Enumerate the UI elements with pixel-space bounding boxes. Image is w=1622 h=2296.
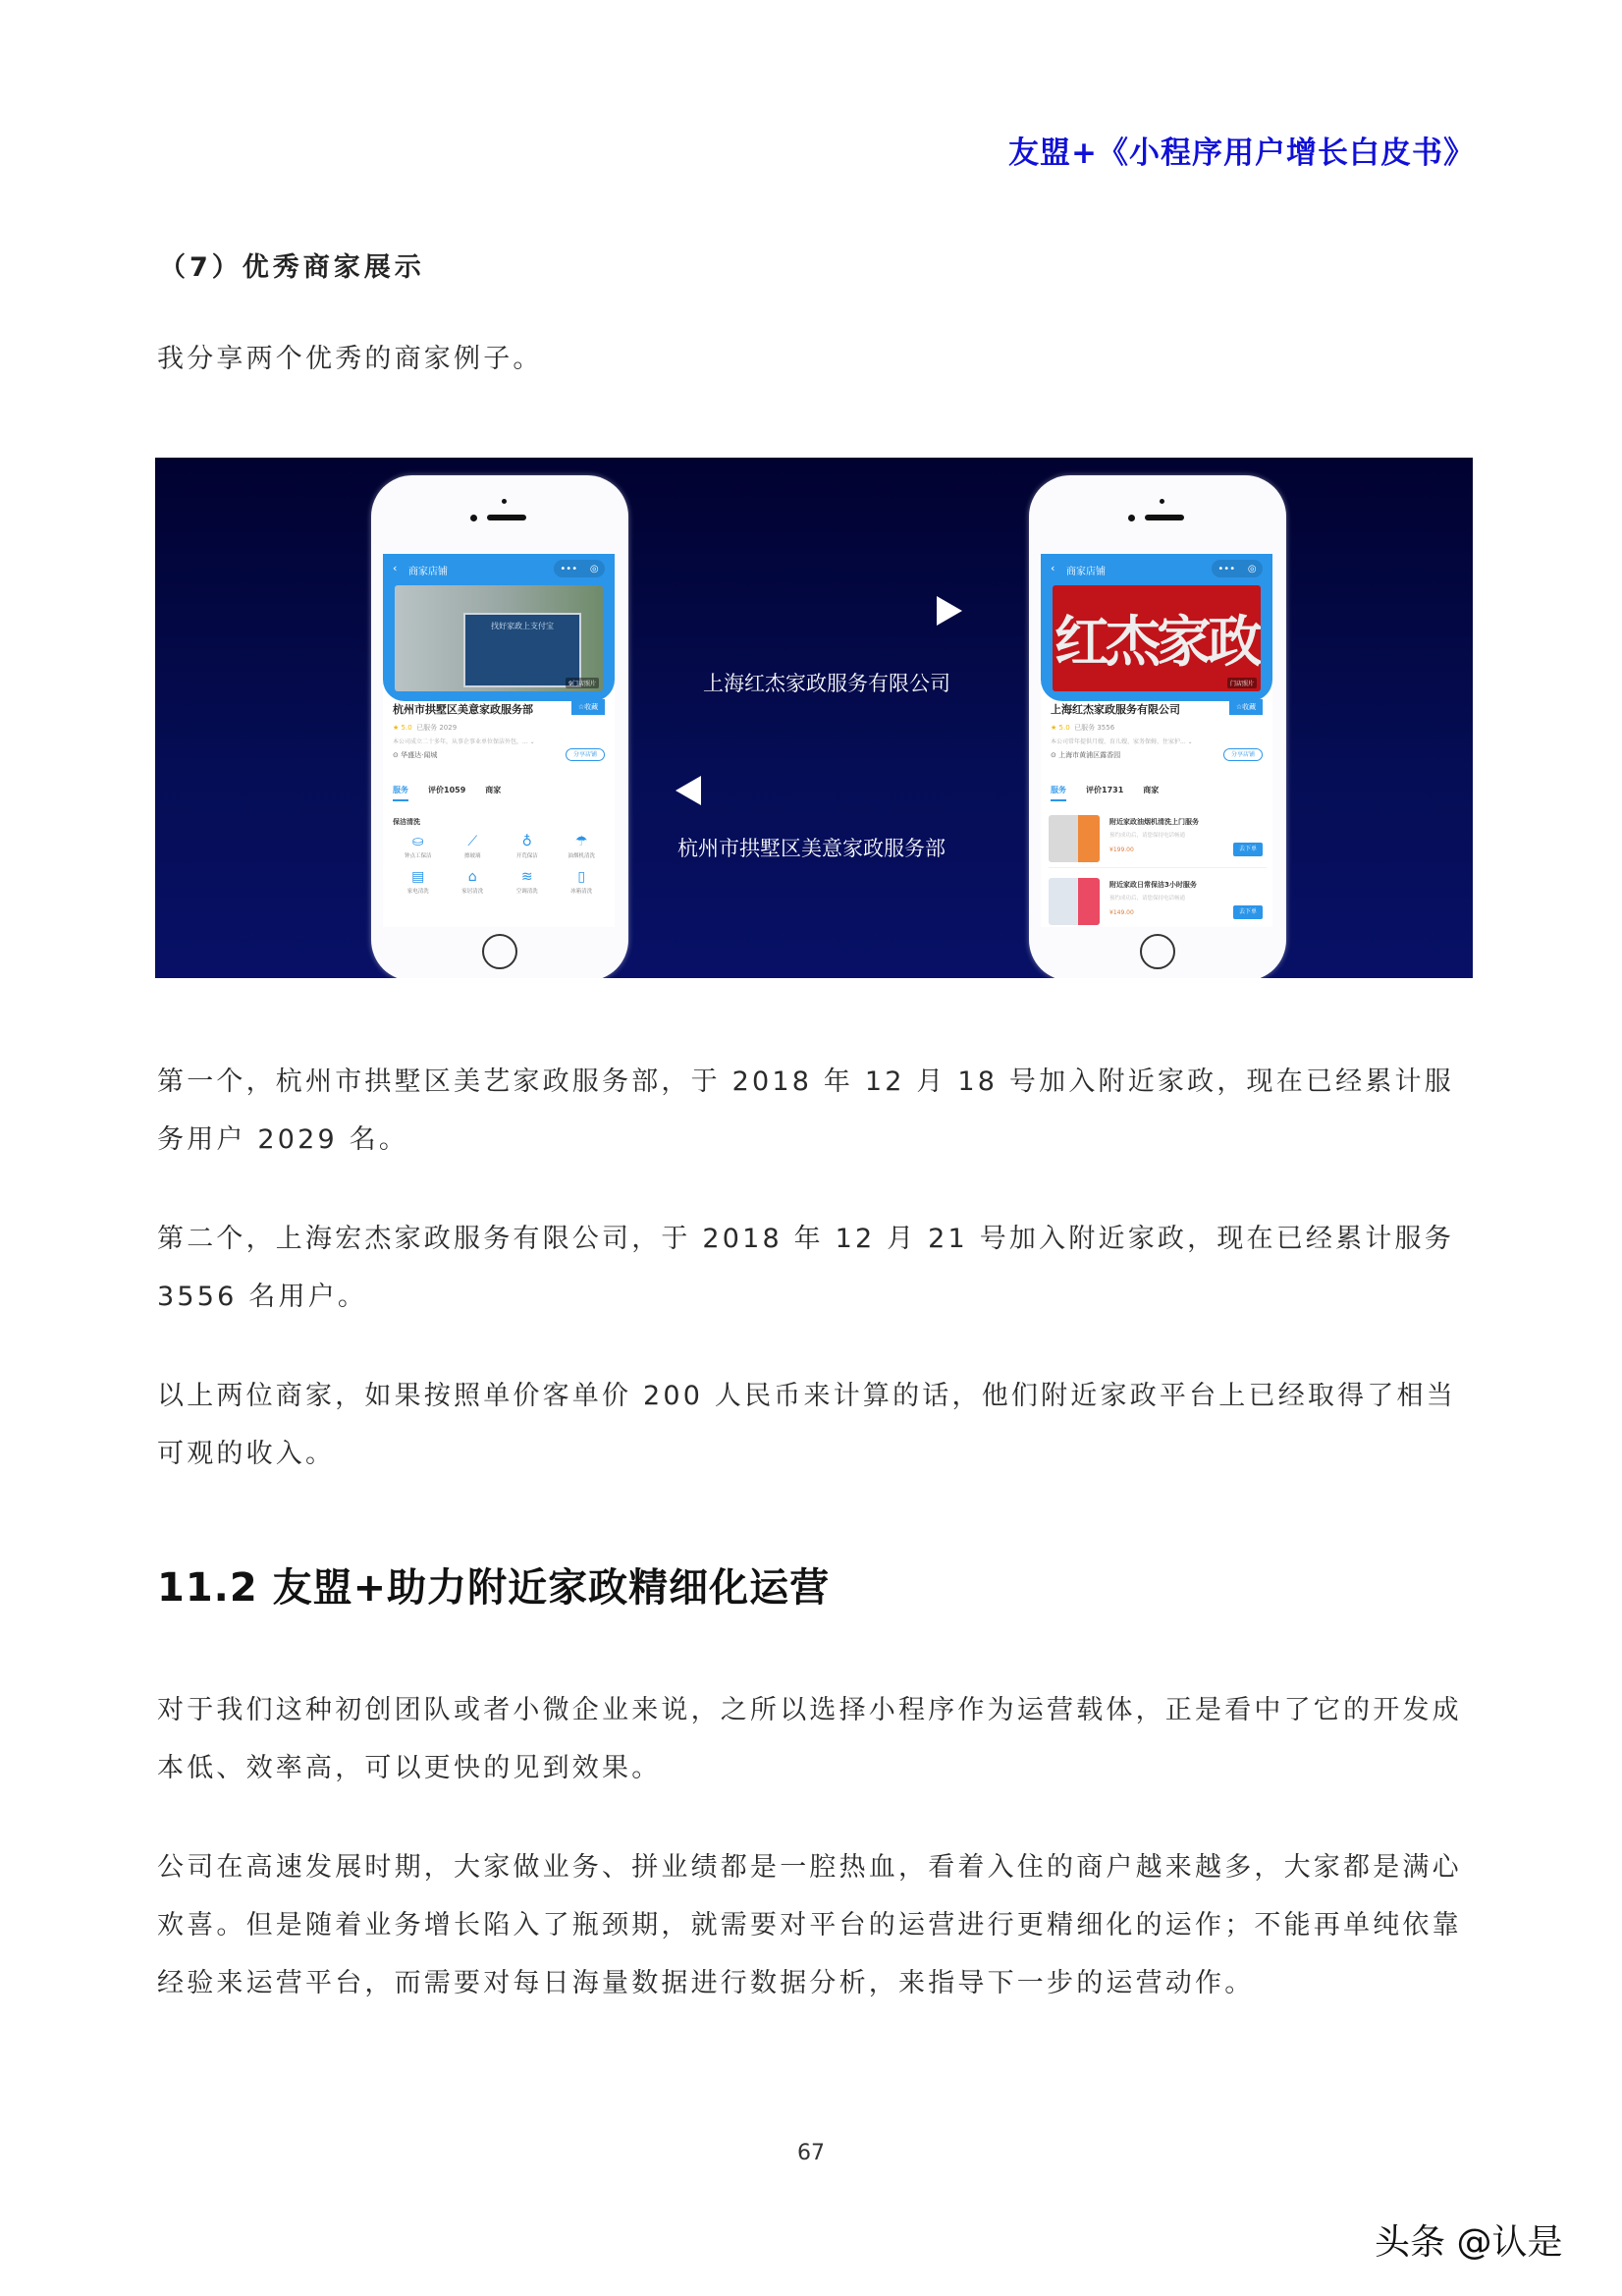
shop-name: 杭州市拱墅区美意家政服务部 bbox=[393, 703, 533, 716]
share-shop-button: 分享店铺 bbox=[1223, 748, 1263, 761]
service-item: ⟋ 擦玻璃 bbox=[446, 834, 501, 859]
phone-mockup-right bbox=[1029, 475, 1286, 978]
label-shanghai-company: 上海红杰家政服务有限公司 bbox=[703, 672, 950, 695]
service-icon-grid bbox=[391, 834, 609, 895]
service-item: ▯ 冰箱清洗 bbox=[555, 869, 610, 895]
order-button: 去下单 bbox=[1233, 905, 1263, 919]
phone-speaker bbox=[487, 515, 526, 520]
shop-photo bbox=[395, 585, 603, 691]
phone-screen bbox=[1041, 554, 1272, 927]
back-icon: ‹ bbox=[1051, 562, 1055, 574]
arrow-left-icon bbox=[676, 776, 701, 805]
hourly-cleaning-icon: ⛀ bbox=[411, 834, 424, 849]
appliance-icon: ▤ bbox=[411, 869, 425, 885]
paragraph-revenue: 以上两位商家，如果按照单价客单价 200 人民币来计算的话，他们附近家政平台上已经取得了相当可观的收入。 bbox=[157, 1381, 1456, 1469]
shop-description: 本公司常年提供月嫂、育儿嫂、家务保姆、住家护... ⌄ bbox=[1051, 738, 1193, 745]
service-price: ¥199.00 bbox=[1109, 847, 1134, 853]
service-item: ♁ 开荒保洁 bbox=[500, 834, 555, 859]
mini-program-capsule bbox=[554, 560, 605, 577]
phone-speaker bbox=[1145, 515, 1184, 520]
rating-value: 5.0 bbox=[1058, 724, 1070, 732]
home-button bbox=[1140, 934, 1175, 969]
arrow-right-icon bbox=[937, 596, 962, 626]
section-heading: 11.2 友盟+助力附近家政精细化运营 bbox=[157, 1565, 831, 1611]
location-icon: ⊙ bbox=[393, 751, 402, 759]
service-subtitle: 预约成功后，请您保持电话畅通 bbox=[1109, 833, 1186, 839]
paragraph-refined-operations: 公司在高速发展时期，大家做业务、拼业绩都是一腔热血，看着入住的商户越来越多，大家都是满心欢喜。但是随着业务增长陷入了瓶颈期，就需要对平台的运营进行更精细化的运作；不能再单纯依靠经验来运营平台，而需要对每日海量数据进行数据分析，来指导下一步的运营动作。 bbox=[157, 1852, 1462, 1998]
shop-name: 上海红杰家政服务有限公司 bbox=[1051, 703, 1180, 716]
watermark: 头条 @认是 bbox=[1375, 2222, 1563, 2263]
shop-tabs bbox=[393, 785, 501, 801]
service-item: ≋ 空调清洗 bbox=[500, 869, 555, 895]
label-hangzhou-company: 杭州市拱墅区美意家政服务部 bbox=[677, 837, 946, 860]
shop-description: 本公司成立二十多年，从事企事业单位保洁外包，... ⌄ bbox=[393, 738, 535, 745]
tab-reviews: 评价1059 bbox=[428, 786, 466, 794]
paragraph-first-merchant: 第一个，杭州市拱墅区美艺家政服务部，于 2018 年 12 月 18 号加入附近家政，现在已经累计服务用户 2029 名。 bbox=[157, 1066, 1454, 1155]
back-icon: ‹ bbox=[393, 562, 398, 574]
phone-screen bbox=[383, 554, 615, 927]
paragraph-why-mini-program: 对于我们这种初创团队或者小微企业来说，之所以选择小程序作为运营载体，正是看中了它的开发成本低、效率高，可以更快的见到效果。 bbox=[157, 1695, 1462, 1783]
favorite-button: ☆收藏 bbox=[1229, 699, 1263, 715]
order-button: 去下单 bbox=[1233, 843, 1263, 856]
service-list-item bbox=[1049, 811, 1267, 868]
star-icon: ★ bbox=[1051, 724, 1057, 732]
favorite-button: ☆收藏 bbox=[571, 699, 605, 715]
tab-reviews: 评价1731 bbox=[1086, 786, 1124, 794]
service-item: ▤ 家电清洗 bbox=[391, 869, 446, 895]
service-thumbnail bbox=[1049, 815, 1100, 862]
paragraph-second-merchant: 第二个，上海宏杰家政服务有限公司，于 2018 年 12 月 21 号加入附近家政，现在已经累计服务 3556 名用户。 bbox=[157, 1224, 1454, 1312]
air-conditioner-icon: ≋ bbox=[520, 869, 533, 885]
share-shop-button: 分享店铺 bbox=[566, 748, 605, 761]
vacuum-icon: ♁ bbox=[521, 834, 532, 849]
phone-sensor bbox=[502, 499, 507, 504]
photo-count: 门店照片 bbox=[1227, 678, 1257, 688]
more-icon: ••• bbox=[560, 563, 578, 574]
home-button bbox=[482, 934, 517, 969]
page-number: 67 bbox=[797, 2141, 825, 2165]
shop-address: ⊙ 上海市黄浦区露香园 bbox=[1051, 751, 1121, 759]
close-target-icon: ◎ bbox=[589, 563, 599, 574]
window-cleaning-icon: ⟋ bbox=[467, 834, 478, 849]
service-title: 附近家政日常保洁3小时服务 bbox=[1109, 881, 1197, 889]
service-list-item bbox=[1049, 874, 1267, 927]
tab-merchant: 商家 bbox=[485, 786, 502, 794]
shop-address: ⊙ 华盛达·闻城 bbox=[393, 751, 438, 759]
service-title: 附近家政油烟机清洗上门服务 bbox=[1109, 818, 1199, 826]
range-hood-icon: ☂ bbox=[574, 834, 588, 849]
location-icon: ⊙ bbox=[1051, 751, 1059, 759]
served-count: 已服务 3556 bbox=[1074, 724, 1115, 732]
shop-tabs bbox=[1051, 785, 1159, 801]
shop-sign-text: 红杰家政 bbox=[1054, 611, 1259, 675]
sofa-icon: ⌂ bbox=[467, 869, 477, 885]
nav-title: 商家店铺 bbox=[1066, 567, 1106, 577]
shop-photo bbox=[1053, 585, 1261, 691]
tab-merchant: 商家 bbox=[1143, 786, 1160, 794]
service-subtitle: 预约成功后，请您保持电话畅通 bbox=[1109, 896, 1186, 902]
rating-value: 5.0 bbox=[401, 724, 412, 732]
more-icon: ••• bbox=[1217, 563, 1236, 574]
service-price: ¥149.00 bbox=[1109, 909, 1134, 916]
star-icon: ★ bbox=[393, 724, 400, 732]
alipay-sign: 找好家政上支付宝 bbox=[463, 613, 581, 687]
merchant-showcase-image bbox=[155, 458, 1473, 978]
service-thumbnail bbox=[1049, 878, 1100, 925]
fridge-icon: ▯ bbox=[577, 869, 586, 885]
service-item: ☂ 油烟机清洗 bbox=[555, 834, 610, 859]
served-count: 已服务 2029 bbox=[416, 724, 458, 732]
mini-program-capsule bbox=[1212, 560, 1263, 577]
service-item: ⛀ 钟点工保洁 bbox=[391, 834, 446, 859]
category-label: 保洁清洗 bbox=[393, 818, 420, 826]
subsection-heading: （7）优秀商家展示 bbox=[159, 252, 425, 283]
service-item: ⌂ 家居清洗 bbox=[446, 869, 501, 895]
phone-camera bbox=[1128, 515, 1135, 521]
phone-sensor bbox=[1160, 499, 1164, 504]
document-header-title: 友盟+《小程序用户增长白皮书》 bbox=[1008, 136, 1475, 171]
rating-row bbox=[393, 723, 457, 733]
phone-camera bbox=[470, 515, 477, 521]
rating-row bbox=[1051, 723, 1114, 733]
phone-mockup-left bbox=[371, 475, 628, 978]
tab-services: 服务 bbox=[393, 785, 408, 801]
intro-paragraph: 我分享两个优秀的商家例子。 bbox=[157, 344, 543, 374]
close-target-icon: ◎ bbox=[1247, 563, 1257, 574]
photo-count: 9门店照片 bbox=[566, 678, 599, 688]
tab-services: 服务 bbox=[1051, 785, 1066, 801]
nav-title: 商家店铺 bbox=[408, 567, 448, 577]
